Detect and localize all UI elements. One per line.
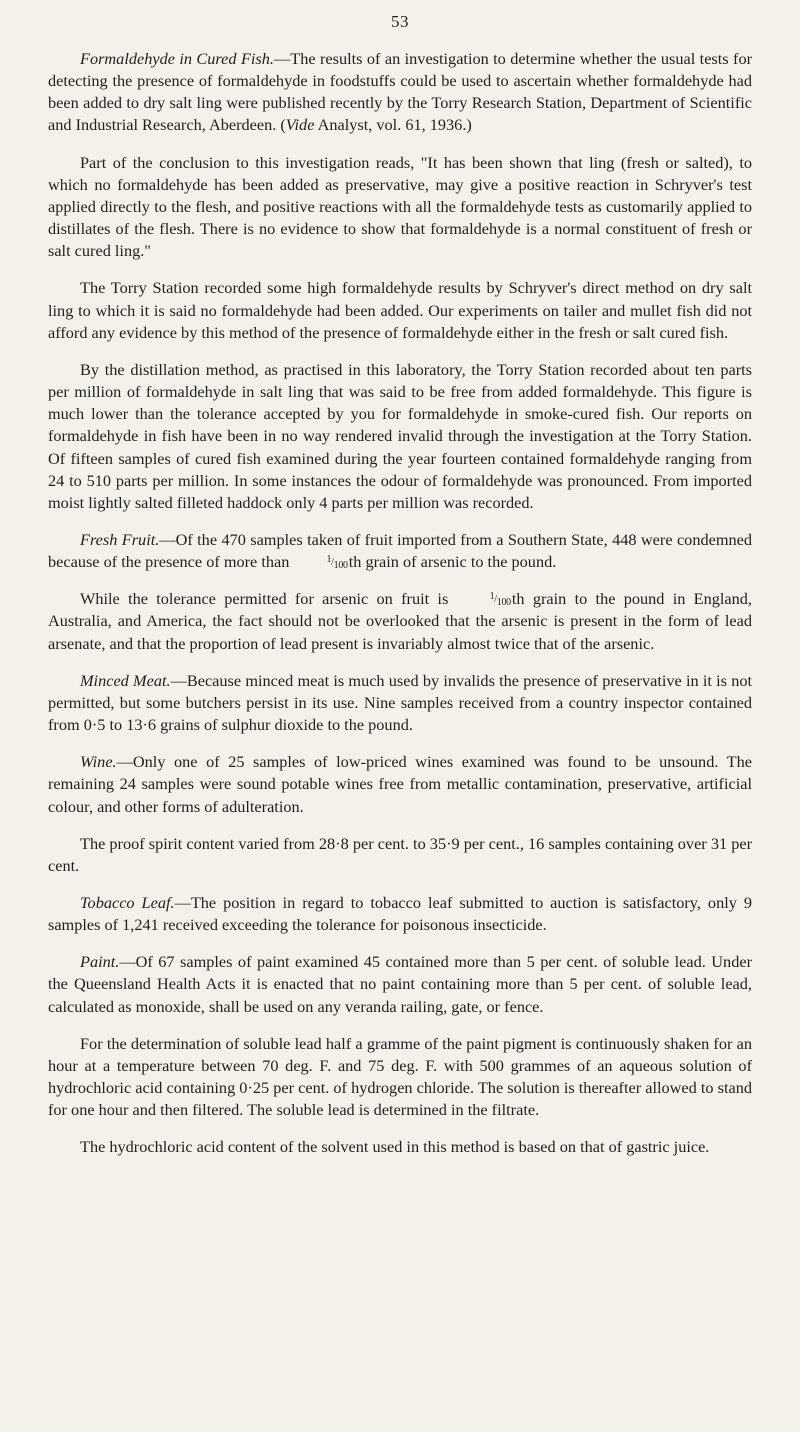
paragraph-text: —Because minced meat is much used by invalids the presence of preservative in it is not permitted, but some butchers persist in its use. Nine samples received from a country inspector contained from 0·5 to 13·6 grains of sulphur dioxide to the pound. xyxy=(48,670,752,735)
paragraph-soluble-lead-determination: For the determination of soluble lead half a gramme of the paint pigment is continuously shaken for an hour at a temperature between 70 deg. F. and 75 deg. F. with 500 grammes of an aqueous solution of hydrochloric acid containing 0·25 per cent. of hydrogen chloride. The solution is thereafter allowed to stand for one hour and then filtered. The soluble lead is determined in the filtrate. xyxy=(48,1033,752,1120)
paragraph-text: th grain of arsenic to the pound. xyxy=(348,552,557,572)
paragraph-wine xyxy=(48,751,752,817)
paragraph-proof-spirit: The proof spirit content varied from 28·8 per cent. to 35·9 per cent., 16 samples containing over 31 per cent. xyxy=(48,833,752,875)
page-number: 53 xyxy=(391,12,409,31)
vide-reference: Vide xyxy=(285,115,315,135)
document-body xyxy=(48,48,752,1174)
fraction: 1/100 xyxy=(489,591,511,609)
paragraph-text: While the tolerance permitted for arsenic on fruit is xyxy=(80,589,457,609)
paragraph-distillation-method: By the distillation method, as practised in this laboratory, the Torry Station recorded about ten parts per million of formaldehyde in salt ling that was said to be free from added formaldehyde. This figure is much lower than the tolerance accepted by you for formaldehyde in smoke-cured fish. Our reports on formaldehyde in fish have been in no way rendered invalid through the investigation at the Torry Station. Of fifteen samples of cured fish examined during the year fourteen contained formaldehyde ranging from 24 to 510 parts per million. In some instances the odour of formaldehyde was pronounced. From imported moist lightly salted filleted haddock only 4 parts per million was recorded. xyxy=(48,359,752,512)
paragraph-text: th grain to the pound in England, Australia, and America, the fact should not be overlooked that the arsenic is present in the form of lead arsenate, and that the proportion of lead present is invariably almost twice that of the arsenic. xyxy=(48,589,752,653)
paragraph-fresh-fruit xyxy=(48,529,752,573)
section-heading: Wine. xyxy=(80,752,117,772)
paragraph-conclusion-quote: Part of the conclusion to this investigation reads, "It has been shown that ling (fresh or salted), to which no formaldehyde has been added as preservative, may give a positive reaction in Schryver's test applied directly to the flesh, and positive reactions with all the formaldehyde tests as customarily applied to distillates of the flesh. There is no evidence to show that formaldehyde is a normal constituent of fresh or salt cured ling." xyxy=(48,152,752,261)
fraction-denominator: 100 xyxy=(496,597,511,609)
section-heading: Fresh Fruit. xyxy=(80,529,160,549)
fraction: 1/100 xyxy=(326,554,348,572)
paragraph-text: —The position in regard to tobacco leaf submitted to auction is satisfactory, only 9 samples of 1,241 received exceeding the tolerance for poisonous insecticide. xyxy=(48,893,752,935)
paragraph-paint xyxy=(48,951,752,1017)
section-heading: Minced Meat. xyxy=(80,670,171,690)
paragraph-text: Analyst, vol. 61, 1936.) xyxy=(314,115,472,135)
paragraph-hydrochloric-acid: The hydrochloric acid content of the solvent used in this method is based on that of gastric juice. xyxy=(80,1137,710,1157)
paragraph-formaldehyde-cured-fish xyxy=(48,48,752,137)
section-heading: Tobacco Leaf. xyxy=(80,893,175,912)
paragraph-tobacco-leaf xyxy=(48,892,752,936)
paragraph-text: —The results of an investigation to determine whether the usual tests for detecting the presence of formaldehyde in foodstuffs could be used to ascertain whether formaldehyde had been added to dry salt ling were published recently by the Torry Research Station, Department of Scientific and Industrial Research, Aberdeen. ( xyxy=(48,49,753,135)
paragraph-minced-meat xyxy=(48,670,752,736)
section-heading: Formaldehyde in Cured Fish. xyxy=(80,49,274,68)
section-heading: Paint. xyxy=(80,952,120,972)
paragraph-arsenic-tolerance xyxy=(48,588,752,654)
paragraph-schryver-method: The Torry Station recorded some high formaldehyde results by Schryver's direct method on dry salt ling to which it is said no formaldehyde had been added. Our experiments on tailer and mullet fish did not afford any evidence by this method of the presence of formaldehyde either in the fresh or salt cured fish. xyxy=(48,278,752,342)
fraction-numerator: 1 xyxy=(326,554,332,566)
fraction-numerator: 1 xyxy=(489,591,495,603)
paragraph-text: —Of the 470 samples taken of fruit imported from a Southern State, 448 were condemned because of the presence of more than xyxy=(48,529,752,572)
fraction-denominator: 100 xyxy=(333,560,348,572)
paragraph-text: —Of 67 samples of paint examined 45 contained more than 5 per cent. of soluble lead. Under the Queensland Health Acts it is enacted that no paint containing more than 5 per cent. of soluble lead, calculated as monoxide, shall be used on any veranda railing, gate, or fence. xyxy=(48,952,752,1016)
paragraph-text: —Only one of 25 samples of low-priced wines examined was found to be unsound. The remaining 24 samples were sound potable wines free from metallic contamination, preservative, artificial colour, and other forms of adulteration. xyxy=(48,752,752,816)
